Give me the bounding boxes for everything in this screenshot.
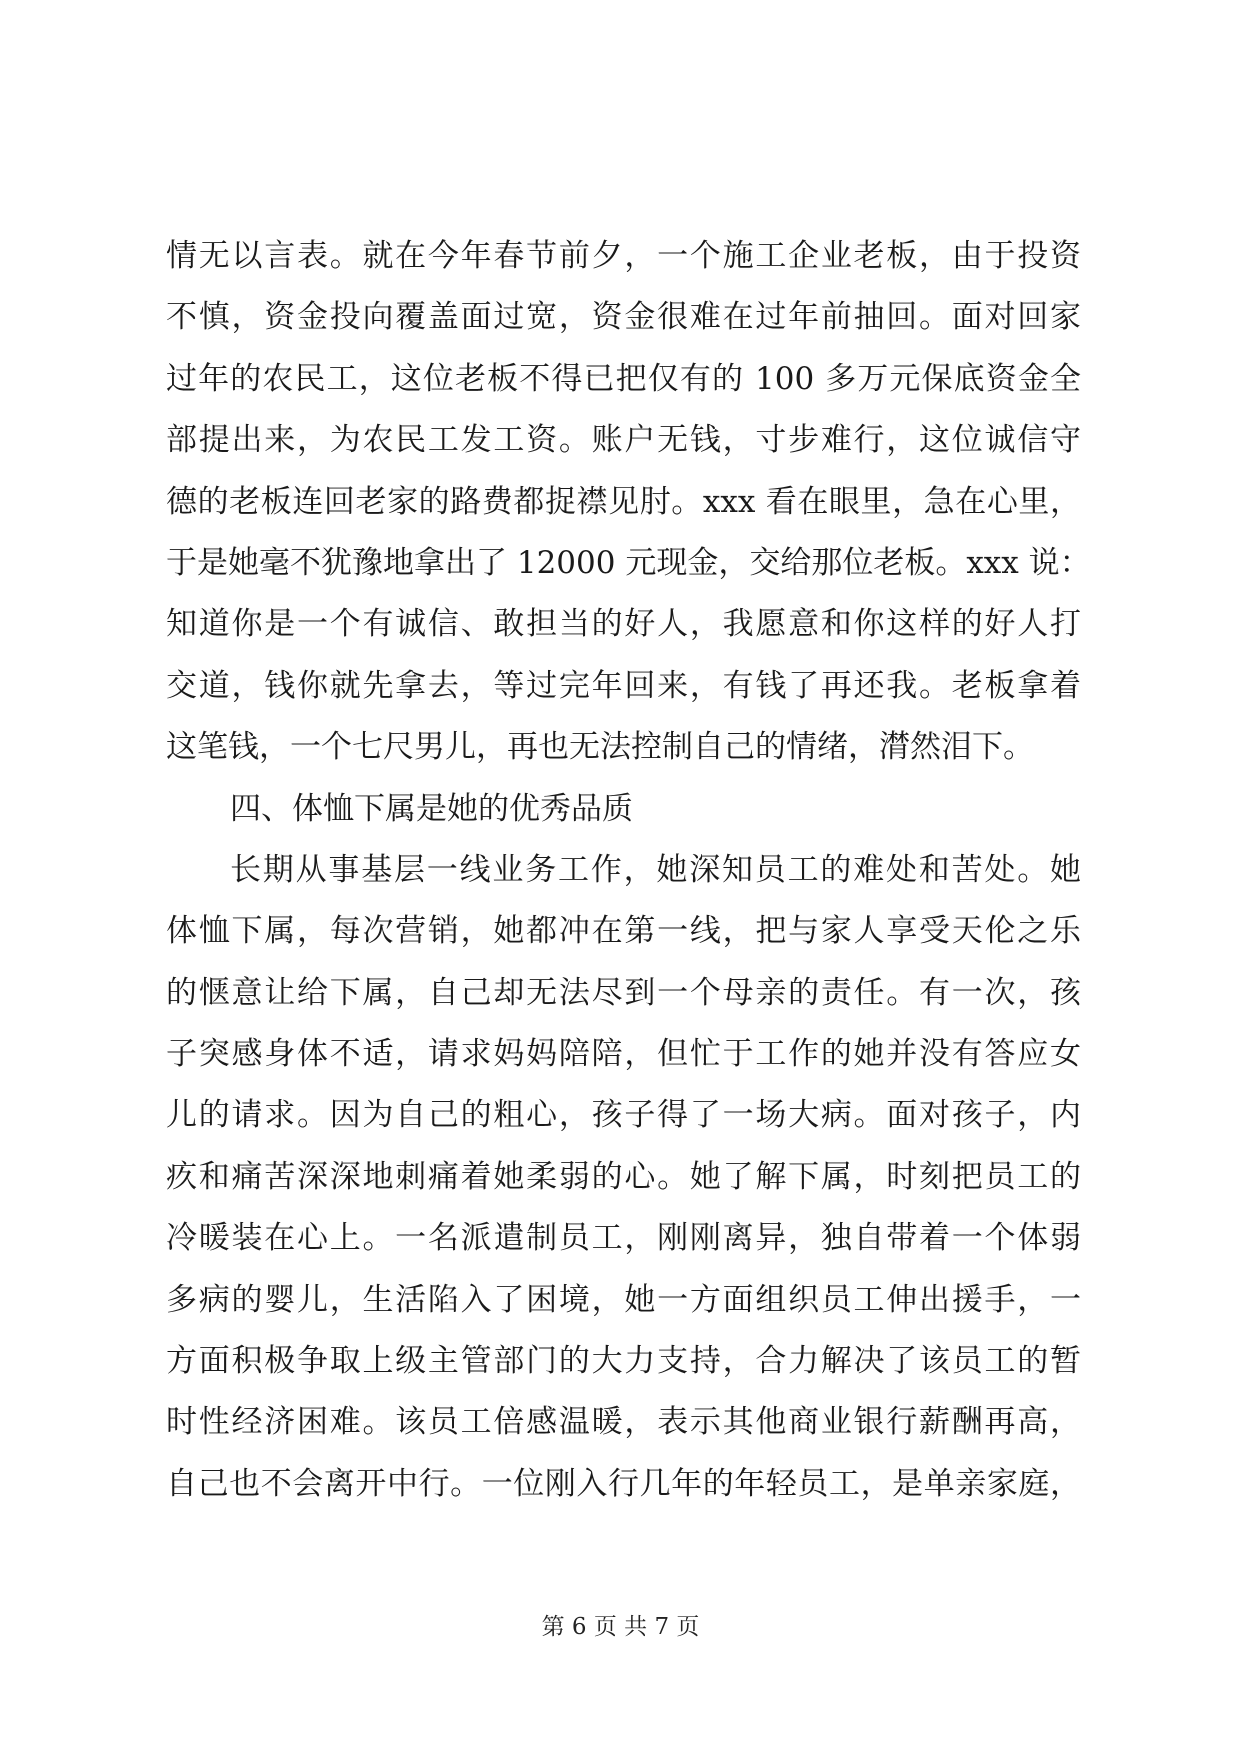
text-line: 体恤下属，每次营销，她都冲在第一线，把与家人享受天伦之乐	[166, 913, 1081, 950]
section-heading	[166, 779, 1081, 840]
text-line: 时性经济困难。该员工倍感温暖，表示其他商业银行薪酬再高，	[166, 1404, 1081, 1441]
text-line: 过年的农民工，这位老板不得已把仅有的 100 多万元保底资金全	[166, 360, 1081, 397]
text-line: 情无以言表。就在今年春节前夕，一个施工企业老板，由于投资	[166, 238, 1081, 274]
document-body	[166, 226, 1091, 1515]
text-line: 部提出来，为农民工发工资。账户无钱，寸步难行，这位诚信守	[166, 422, 1081, 459]
text-line: 儿的请求。因为自己的粗心，孩子得了一场大病。面对孩子，内	[166, 1097, 1081, 1134]
text-line: 多病的婴儿，生活陷入了困境，她一方面组织员工伸出援手，一	[166, 1281, 1081, 1318]
text-line: 长期从事基层一线业务工作，她深知员工的难处和苦处。她	[230, 851, 1081, 888]
text-line: 自己也不会离开中行。一位刚入行几年的年轻员工，是单亲家庭，	[166, 1465, 1081, 1502]
paragraph	[166, 840, 1081, 1515]
heading-text: 四、体恤下属是她的优秀品质	[230, 790, 633, 827]
text-line: 子突感身体不适，请求妈妈陪陪，但忙于工作的她并没有答应女	[166, 1036, 1081, 1073]
text-line: 的惬意让给下属，自己却无法尽到一个母亲的责任。有一次，孩	[166, 974, 1081, 1011]
text-line: 方面积极争取上级主管部门的大力支持，合力解决了该员工的暂	[166, 1343, 1081, 1380]
page-number-footer: 第 6 页 共 7 页	[541, 1614, 700, 1640]
text-line: 这笔钱，一个七尺男儿，再也无法控制自己的情绪，潸然泪下。	[166, 729, 1034, 766]
paragraph-continuation	[166, 226, 1091, 779]
text-line: 知道你是一个有诚信、敢担当的好人，我愿意和你这样的好人打	[166, 606, 1081, 643]
text-line: 不慎，资金投向覆盖面过宽，资金很难在过年前抽回。面对回家	[166, 299, 1081, 336]
text-line: 交道，钱你就先拿去，等过完年回来，有钱了再还我。老板拿着	[166, 667, 1081, 704]
text-line: 于是她毫不犹豫地拿出了 12000 元现金，交给那位老板。xxx 说：	[166, 544, 1091, 581]
text-line: 德的老板连回老家的路费都捉襟见肘。xxx 看在眼里，急在心里，	[166, 483, 1081, 520]
text-line: 疚和痛苦深深地刺痛着她柔弱的心。她了解下属，时刻把员工的	[166, 1158, 1081, 1195]
text-line: 冷暖装在心上。一名派遣制员工，刚刚离异，独自带着一个体弱	[166, 1220, 1081, 1257]
